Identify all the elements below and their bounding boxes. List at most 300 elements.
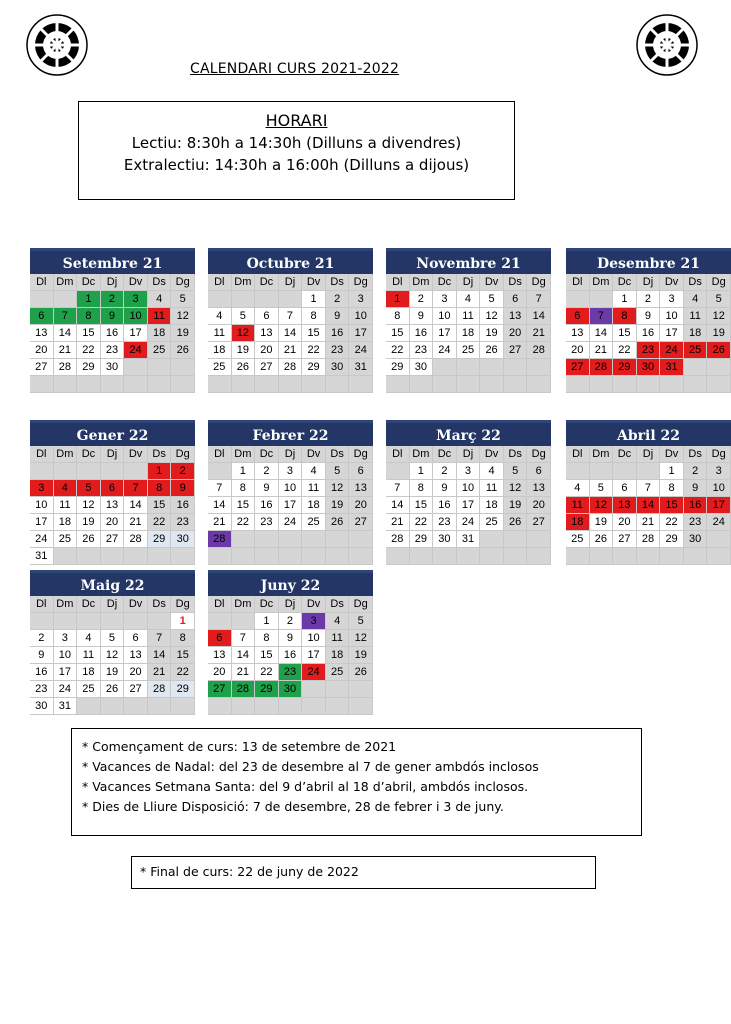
- day-cell: 5: [590, 480, 614, 497]
- day-cell: 19: [171, 325, 195, 342]
- empty-cell: [148, 359, 172, 376]
- empty-cell: [148, 613, 172, 630]
- day-cell: 12: [232, 325, 256, 342]
- day-cell: 11: [302, 480, 326, 497]
- month-5: [30, 420, 195, 565]
- day-cell: 22: [386, 342, 410, 359]
- day-cell: 6: [208, 630, 232, 647]
- day-cell: 29: [255, 681, 279, 698]
- day-cell: 13: [255, 325, 279, 342]
- weekday-label: Ds: [148, 596, 172, 613]
- day-cell: 22: [302, 342, 326, 359]
- day-cell: 3: [302, 613, 326, 630]
- day-cell: 8: [232, 480, 256, 497]
- day-cell: 27: [208, 681, 232, 698]
- empty-cell: [590, 548, 614, 565]
- day-cell: 26: [707, 342, 731, 359]
- day-cell: 27: [566, 359, 590, 376]
- day-cell: 18: [54, 514, 78, 531]
- day-cell: 14: [124, 497, 148, 514]
- day-cell: 27: [527, 514, 551, 531]
- empty-cell: [566, 291, 590, 308]
- empty-cell: [171, 376, 195, 393]
- day-cell: 28: [386, 531, 410, 548]
- weekday-label: Dl: [566, 274, 590, 291]
- day-cell: 3: [433, 291, 457, 308]
- day-cell: 27: [101, 531, 125, 548]
- day-cell: 7: [279, 308, 303, 325]
- empty-cell: [302, 681, 326, 698]
- weekday-label: Dl: [386, 446, 410, 463]
- empty-cell: [54, 376, 78, 393]
- month-title: Abril 22: [566, 420, 731, 446]
- empty-cell: [101, 613, 125, 630]
- empty-cell: [684, 548, 708, 565]
- empty-cell: [302, 548, 326, 565]
- empty-cell: [590, 463, 614, 480]
- day-cell: 2: [255, 463, 279, 480]
- empty-cell: [684, 376, 708, 393]
- day-cell: 17: [349, 325, 373, 342]
- day-cell: 3: [30, 480, 54, 497]
- day-cell: 27: [124, 681, 148, 698]
- day-cell: 9: [433, 480, 457, 497]
- weekday-label: Ds: [684, 446, 708, 463]
- day-cell: 21: [124, 514, 148, 531]
- day-cell: 12: [77, 497, 101, 514]
- day-cell: 20: [613, 514, 637, 531]
- day-cell: 2: [279, 613, 303, 630]
- month-days: [386, 446, 551, 565]
- day-cell: 10: [302, 630, 326, 647]
- day-cell: 12: [480, 308, 504, 325]
- empty-cell: [208, 548, 232, 565]
- day-cell: 31: [54, 698, 78, 715]
- day-cell: 24: [433, 342, 457, 359]
- empty-cell: [54, 291, 78, 308]
- month-3: [386, 248, 551, 393]
- day-cell: 3: [349, 291, 373, 308]
- weekday-label: Ds: [504, 274, 528, 291]
- day-cell: 10: [279, 480, 303, 497]
- empty-cell: [208, 698, 232, 715]
- empty-cell: [101, 376, 125, 393]
- day-cell: 15: [302, 325, 326, 342]
- day-cell: 15: [386, 325, 410, 342]
- day-cell: 21: [590, 342, 614, 359]
- empty-cell: [326, 531, 350, 548]
- empty-cell: [77, 698, 101, 715]
- day-cell: 11: [457, 308, 481, 325]
- day-cell: 12: [707, 308, 731, 325]
- empty-cell: [171, 548, 195, 565]
- day-cell: 31: [349, 359, 373, 376]
- day-cell: 24: [349, 342, 373, 359]
- month-6: [208, 420, 373, 565]
- day-cell: 18: [208, 342, 232, 359]
- weekday-label: Dj: [457, 446, 481, 463]
- empty-cell: [232, 613, 256, 630]
- day-cell: 16: [637, 325, 661, 342]
- weekday-label: Dv: [124, 274, 148, 291]
- empty-cell: [232, 698, 256, 715]
- day-cell: 22: [232, 514, 256, 531]
- day-cell: 9: [171, 480, 195, 497]
- day-cell: 8: [255, 630, 279, 647]
- day-cell: 11: [54, 497, 78, 514]
- day-cell: 9: [637, 308, 661, 325]
- empty-cell: [660, 376, 684, 393]
- empty-cell: [707, 548, 731, 565]
- day-cell: 1: [171, 613, 195, 630]
- month-title: Juny 22: [208, 570, 373, 596]
- day-cell: 7: [527, 291, 551, 308]
- month-1: [30, 248, 195, 393]
- day-cell: 26: [504, 514, 528, 531]
- day-cell: 2: [637, 291, 661, 308]
- day-cell: 13: [613, 497, 637, 514]
- day-cell: 29: [171, 681, 195, 698]
- day-cell: 8: [171, 630, 195, 647]
- day-cell: 29: [410, 531, 434, 548]
- school-logo: [26, 14, 88, 76]
- day-cell: 13: [101, 497, 125, 514]
- day-cell: 14: [208, 497, 232, 514]
- empty-cell: [410, 548, 434, 565]
- day-cell: 20: [255, 342, 279, 359]
- day-cell: 18: [326, 647, 350, 664]
- empty-cell: [279, 698, 303, 715]
- weekday-label: Dc: [433, 274, 457, 291]
- day-cell: 23: [30, 681, 54, 698]
- day-cell: 28: [54, 359, 78, 376]
- weekday-label: Dg: [171, 446, 195, 463]
- day-cell: 23: [171, 514, 195, 531]
- empty-cell: [504, 359, 528, 376]
- school-logo: [636, 14, 698, 76]
- day-cell: 15: [410, 497, 434, 514]
- day-cell: 24: [302, 664, 326, 681]
- day-cell: 16: [684, 497, 708, 514]
- month-10: [208, 570, 373, 715]
- day-cell: 29: [386, 359, 410, 376]
- day-cell: 12: [349, 630, 373, 647]
- empty-cell: [279, 376, 303, 393]
- day-cell: 10: [349, 308, 373, 325]
- day-cell: 11: [684, 308, 708, 325]
- day-cell: 18: [566, 514, 590, 531]
- day-cell: 29: [302, 359, 326, 376]
- weekday-label: Dv: [480, 446, 504, 463]
- day-cell: 11: [77, 647, 101, 664]
- day-cell: 1: [410, 463, 434, 480]
- day-cell: 19: [232, 342, 256, 359]
- day-cell: 25: [566, 531, 590, 548]
- empty-cell: [101, 548, 125, 565]
- day-cell: 3: [457, 463, 481, 480]
- month-days: [566, 274, 731, 393]
- day-cell: 19: [77, 514, 101, 531]
- empty-cell: [613, 463, 637, 480]
- day-cell: 28: [232, 681, 256, 698]
- day-cell: 13: [30, 325, 54, 342]
- day-cell: 7: [637, 480, 661, 497]
- day-cell: 4: [77, 630, 101, 647]
- day-cell: 14: [148, 647, 172, 664]
- day-cell: 16: [279, 647, 303, 664]
- day-cell: 27: [30, 359, 54, 376]
- empty-cell: [480, 376, 504, 393]
- weekday-label: Dc: [433, 446, 457, 463]
- day-cell: 21: [54, 342, 78, 359]
- day-cell: 1: [255, 613, 279, 630]
- day-cell: 10: [54, 647, 78, 664]
- day-cell: 15: [232, 497, 256, 514]
- day-cell: 24: [660, 342, 684, 359]
- day-cell: 23: [279, 664, 303, 681]
- day-cell: 15: [255, 647, 279, 664]
- empty-cell: [527, 376, 551, 393]
- weekday-label: Dg: [349, 596, 373, 613]
- empty-cell: [208, 291, 232, 308]
- day-cell: 10: [30, 497, 54, 514]
- day-cell: 9: [255, 480, 279, 497]
- day-cell: 16: [30, 664, 54, 681]
- month-title: Maig 22: [30, 570, 195, 596]
- day-cell: 4: [457, 291, 481, 308]
- day-cell: 18: [302, 497, 326, 514]
- day-cell: 23: [433, 514, 457, 531]
- empty-cell: [527, 359, 551, 376]
- weekday-label: Dg: [171, 596, 195, 613]
- day-cell: 15: [171, 647, 195, 664]
- empty-cell: [660, 548, 684, 565]
- empty-cell: [386, 463, 410, 480]
- day-cell: 14: [386, 497, 410, 514]
- weekday-label: Dj: [637, 274, 661, 291]
- month-title: Desembre 21: [566, 248, 731, 274]
- page-title: CALENDARI CURS 2021-2022: [190, 61, 400, 77]
- day-cell: 14: [232, 647, 256, 664]
- empty-cell: [457, 359, 481, 376]
- day-cell: 25: [54, 531, 78, 548]
- day-cell: 21: [279, 342, 303, 359]
- day-cell: 8: [613, 308, 637, 325]
- day-cell: 11: [326, 630, 350, 647]
- day-cell: 28: [279, 359, 303, 376]
- empty-cell: [124, 698, 148, 715]
- day-cell: 19: [504, 497, 528, 514]
- empty-cell: [30, 291, 54, 308]
- day-cell: 3: [660, 291, 684, 308]
- horari-box: [78, 101, 515, 200]
- weekday-label: Dc: [613, 274, 637, 291]
- weekday-label: Ds: [504, 446, 528, 463]
- day-cell: 19: [326, 497, 350, 514]
- day-cell: 29: [148, 531, 172, 548]
- weekday-label: Dl: [208, 596, 232, 613]
- day-cell: 31: [660, 359, 684, 376]
- day-cell: 24: [124, 342, 148, 359]
- day-cell: 25: [684, 342, 708, 359]
- day-cell: 31: [30, 548, 54, 565]
- weekday-label: Dl: [30, 274, 54, 291]
- day-cell: 9: [684, 480, 708, 497]
- empty-cell: [54, 613, 78, 630]
- day-cell: 10: [124, 308, 148, 325]
- weekday-label: Dv: [660, 446, 684, 463]
- day-cell: 23: [410, 342, 434, 359]
- day-cell: 11: [208, 325, 232, 342]
- weekday-label: Dl: [386, 274, 410, 291]
- day-cell: 14: [637, 497, 661, 514]
- day-cell: 10: [707, 480, 731, 497]
- day-cell: 28: [590, 359, 614, 376]
- empty-cell: [480, 359, 504, 376]
- day-cell: 23: [684, 514, 708, 531]
- empty-cell: [54, 463, 78, 480]
- day-cell: 25: [480, 514, 504, 531]
- empty-cell: [171, 698, 195, 715]
- day-cell: 20: [349, 497, 373, 514]
- month-4: [566, 248, 731, 393]
- empty-cell: [326, 698, 350, 715]
- day-cell: 8: [410, 480, 434, 497]
- month-days: [208, 446, 373, 565]
- empty-cell: [255, 376, 279, 393]
- day-cell: 4: [148, 291, 172, 308]
- empty-cell: [279, 531, 303, 548]
- day-cell: 1: [660, 463, 684, 480]
- day-cell: 2: [326, 291, 350, 308]
- note-final: * Final de curs: 22 de juny de 2022: [140, 864, 359, 879]
- day-cell: 5: [707, 291, 731, 308]
- day-cell: 17: [279, 497, 303, 514]
- day-cell: 11: [148, 308, 172, 325]
- empty-cell: [349, 548, 373, 565]
- empty-cell: [590, 291, 614, 308]
- day-cell: 2: [684, 463, 708, 480]
- final-box: [131, 856, 596, 889]
- day-cell: 21: [232, 664, 256, 681]
- weekday-label: Dv: [302, 274, 326, 291]
- weekday-label: Dg: [707, 274, 731, 291]
- empty-cell: [590, 376, 614, 393]
- day-cell: 20: [30, 342, 54, 359]
- day-cell: 9: [101, 308, 125, 325]
- day-cell: 22: [77, 342, 101, 359]
- note-inici: * Començament de curs: 13 de setembre de 2021: [82, 739, 397, 754]
- horari-extralectiu: Extralectiu: 14:30h a 16:00h (Dilluns a dijous): [123, 156, 470, 174]
- day-cell: 25: [302, 514, 326, 531]
- day-cell: 16: [433, 497, 457, 514]
- day-cell: 30: [637, 359, 661, 376]
- month-days: [30, 274, 195, 393]
- day-cell: 4: [480, 463, 504, 480]
- empty-cell: [457, 376, 481, 393]
- day-cell: 23: [255, 514, 279, 531]
- empty-cell: [480, 548, 504, 565]
- day-cell: 28: [527, 342, 551, 359]
- day-cell: 25: [326, 664, 350, 681]
- empty-cell: [433, 376, 457, 393]
- day-cell: 17: [30, 514, 54, 531]
- day-cell: 24: [707, 514, 731, 531]
- empty-cell: [326, 548, 350, 565]
- day-cell: 15: [613, 325, 637, 342]
- day-cell: 8: [660, 480, 684, 497]
- day-cell: 30: [433, 531, 457, 548]
- day-cell: 24: [54, 681, 78, 698]
- empty-cell: [349, 681, 373, 698]
- month-title: Març 22: [386, 420, 551, 446]
- day-cell: 17: [54, 664, 78, 681]
- empty-cell: [504, 548, 528, 565]
- day-cell: 4: [302, 463, 326, 480]
- month-2: [208, 248, 373, 393]
- empty-cell: [148, 698, 172, 715]
- weekday-label: Dm: [54, 596, 78, 613]
- empty-cell: [527, 548, 551, 565]
- day-cell: 22: [410, 514, 434, 531]
- empty-cell: [637, 376, 661, 393]
- day-cell: 6: [566, 308, 590, 325]
- day-cell: 26: [349, 664, 373, 681]
- empty-cell: [255, 291, 279, 308]
- day-cell: 25: [457, 342, 481, 359]
- day-cell: 26: [77, 531, 101, 548]
- notes-box: [71, 728, 642, 836]
- weekday-label: Dj: [101, 446, 125, 463]
- day-cell: 25: [208, 359, 232, 376]
- day-cell: 23: [101, 342, 125, 359]
- empty-cell: [101, 698, 125, 715]
- day-cell: 9: [30, 647, 54, 664]
- day-cell: 5: [171, 291, 195, 308]
- day-cell: 7: [386, 480, 410, 497]
- month-title: Febrer 22: [208, 420, 373, 446]
- day-cell: 21: [637, 514, 661, 531]
- weekday-label: Dc: [77, 596, 101, 613]
- day-cell: 29: [613, 359, 637, 376]
- day-cell: 6: [30, 308, 54, 325]
- weekday-label: Dc: [77, 446, 101, 463]
- month-7: [386, 420, 551, 565]
- note-nadal: * Vacances de Nadal: del 23 de desembre al 7 de gener ambdós inclosos: [82, 759, 539, 774]
- day-cell: 29: [660, 531, 684, 548]
- weekday-label: Dg: [527, 274, 551, 291]
- day-cell: 17: [433, 325, 457, 342]
- empty-cell: [208, 463, 232, 480]
- day-cell: 26: [232, 359, 256, 376]
- day-cell: 20: [566, 342, 590, 359]
- month-days: [386, 274, 551, 393]
- day-cell: 20: [527, 497, 551, 514]
- month-8: [566, 420, 731, 565]
- day-cell: 17: [457, 497, 481, 514]
- month-days: [566, 446, 731, 565]
- day-cell: 23: [326, 342, 350, 359]
- empty-cell: [30, 463, 54, 480]
- day-cell: 26: [101, 681, 125, 698]
- day-cell: 5: [480, 291, 504, 308]
- empty-cell: [637, 463, 661, 480]
- day-cell: 2: [30, 630, 54, 647]
- empty-cell: [326, 681, 350, 698]
- day-cell: 21: [386, 514, 410, 531]
- day-cell: 5: [101, 630, 125, 647]
- day-cell: 19: [349, 647, 373, 664]
